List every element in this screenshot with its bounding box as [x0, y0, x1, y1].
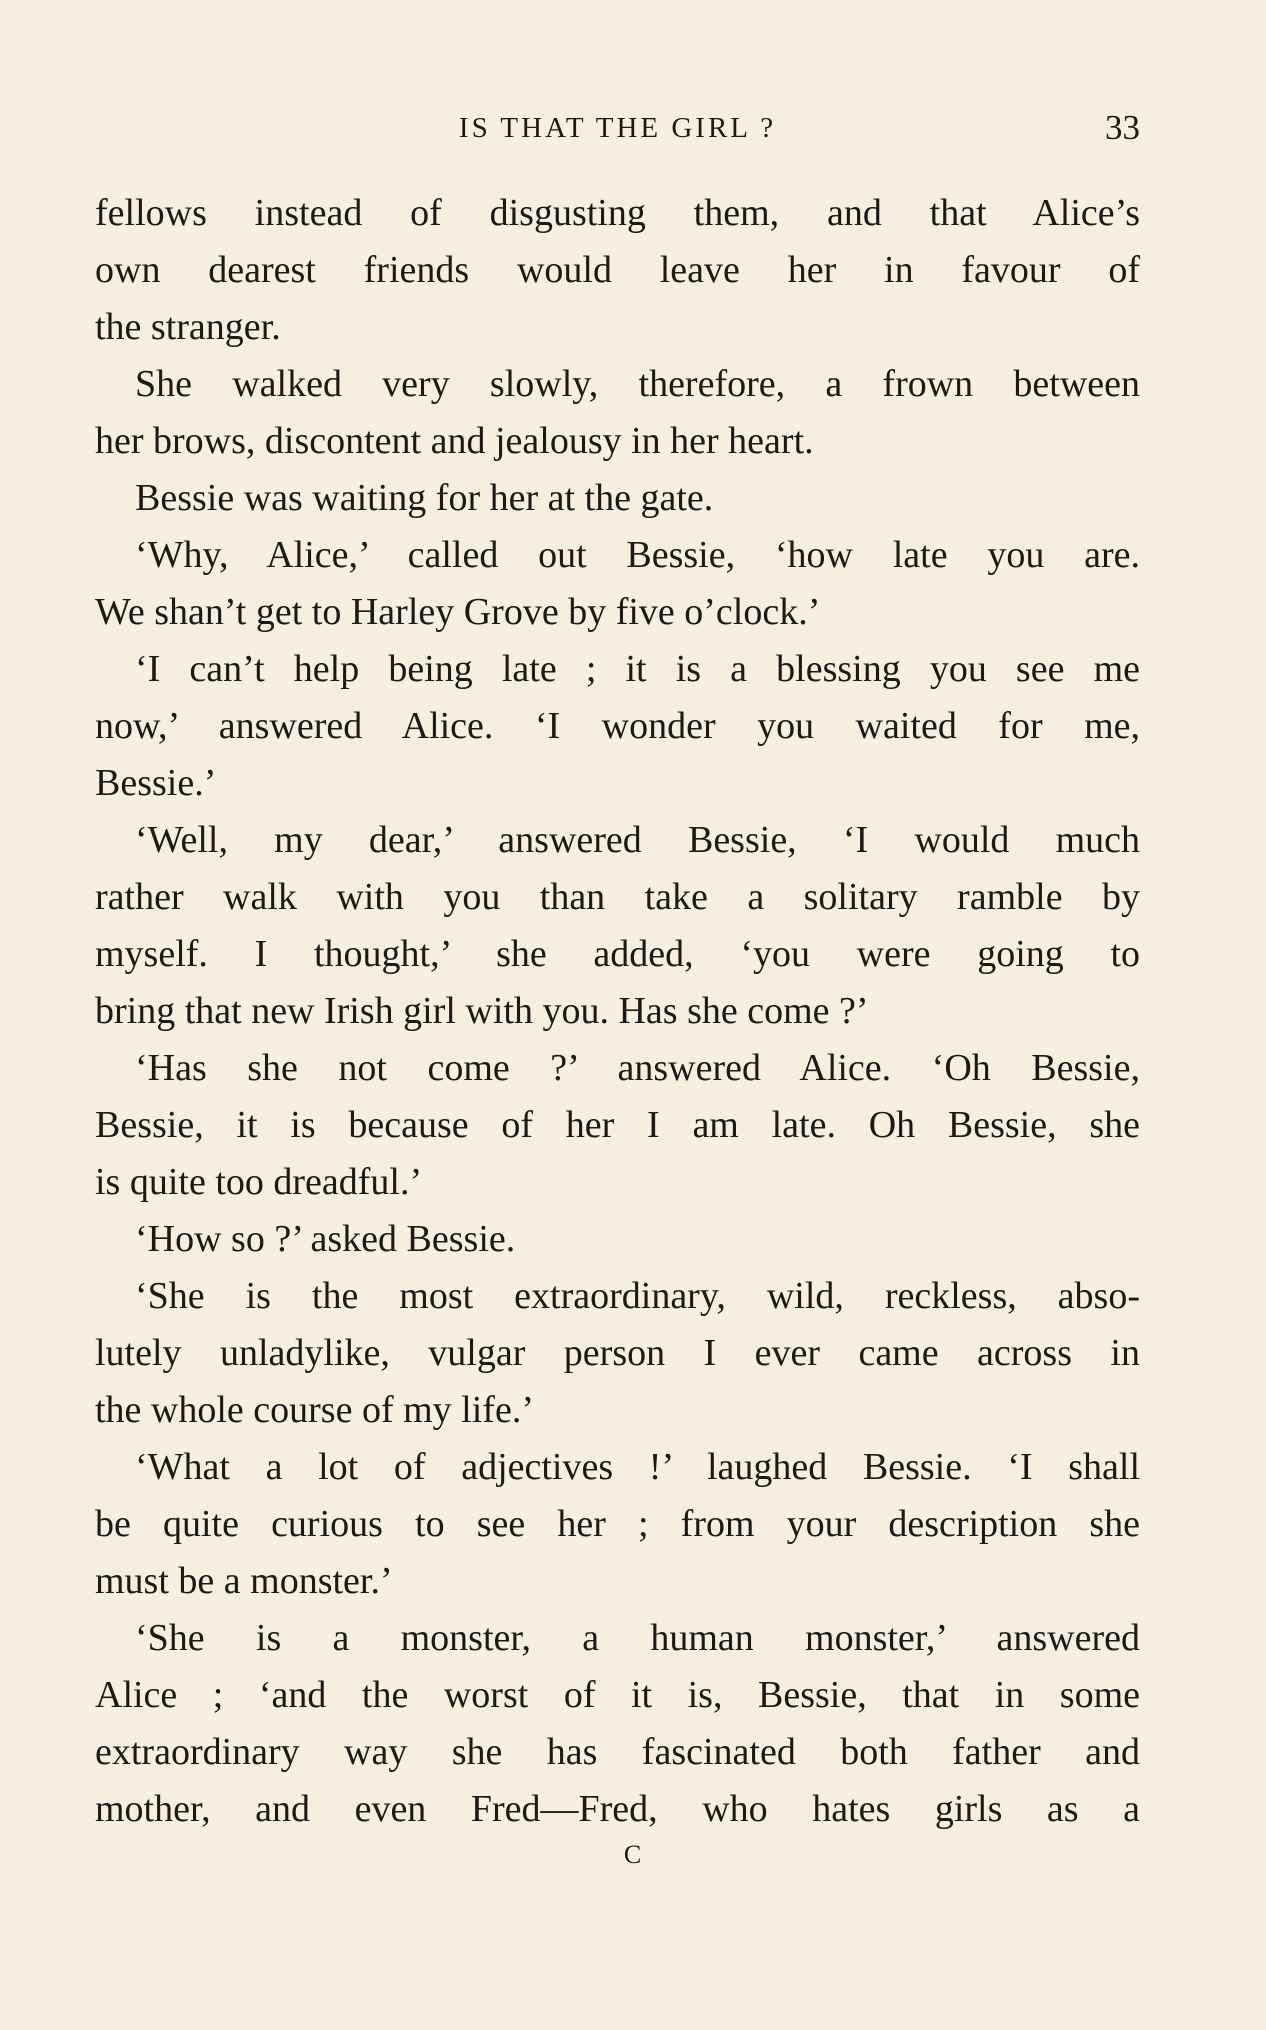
text-line: be quite curious to see her ; from your description she — [95, 1503, 1140, 1545]
text-line: Bessie.’ — [95, 762, 217, 804]
running-title: IS THAT THE GIRL ? — [458, 112, 777, 144]
text-line: ‘She is the most extraordinary, wild, reckless, abso- — [135, 1275, 1140, 1317]
text-line: bring that new Irish girl with you. Has she come ?’ — [95, 990, 869, 1032]
body-text — [95, 185, 1140, 1838]
text-line: rather walk with you than take a solitary ramble by — [95, 876, 1140, 918]
text-line: the stranger. — [95, 306, 281, 348]
text-line: lutely unladylike, vulgar person I ever came across in — [95, 1332, 1140, 1374]
text-line: We shan’t get to Harley Grove by five o’clock.’ — [95, 591, 821, 633]
text-line: mother, and even Fred—Fred, who hates girls as a — [95, 1788, 1140, 1830]
text-line: extraordinary way she has fascinated both father and — [95, 1731, 1140, 1773]
text-line: is quite too dreadful.’ — [95, 1161, 423, 1203]
text-line: ‘I can’t help being late ; it is a blessing you see me — [135, 648, 1140, 690]
text-line: Bessie, it is because of her I am late. Oh Bessie, she — [95, 1104, 1140, 1146]
text-line: myself. I thought,’ she added, ‘you were going to — [95, 933, 1140, 975]
text-line: ‘She is a monster, a human monster,’ answered — [135, 1617, 1140, 1659]
text-line: Alice ; ‘and the worst of it is, Bessie, that in some — [95, 1674, 1140, 1716]
text-line: Bessie was waiting for her at the gate. — [135, 477, 714, 519]
text-line: the whole course of my life.’ — [95, 1389, 534, 1431]
text-line: ‘What a lot of adjectives !’ laughed Bessie. ‘I shall — [135, 1446, 1140, 1488]
text-line: now,’ answered Alice. ‘I wonder you waited for me, — [95, 705, 1140, 747]
text-line: ‘Why, Alice,’ called out Bessie, ‘how late you are. — [135, 534, 1140, 576]
text-line: ‘Well, my dear,’ answered Bessie, ‘I would much — [135, 819, 1140, 861]
text-line: fellows instead of disgusting them, and that Alice’s — [95, 192, 1140, 234]
text-line: her brows, discontent and jealousy in her heart. — [95, 420, 814, 462]
text-line: own dearest friends would leave her in favour of — [95, 249, 1140, 291]
text-line: ‘Has she not come ?’ answered Alice. ‘Oh Bessie, — [135, 1047, 1140, 1089]
page-number: 33 — [1105, 108, 1140, 147]
signature-mark: C — [623, 1840, 643, 1869]
text-line: must be a monster.’ — [95, 1560, 393, 1602]
text-line: ‘How so ?’ asked Bessie. — [135, 1218, 516, 1260]
running-head — [95, 108, 1140, 148]
text-line: She walked very slowly, therefore, a frown between — [135, 363, 1140, 405]
